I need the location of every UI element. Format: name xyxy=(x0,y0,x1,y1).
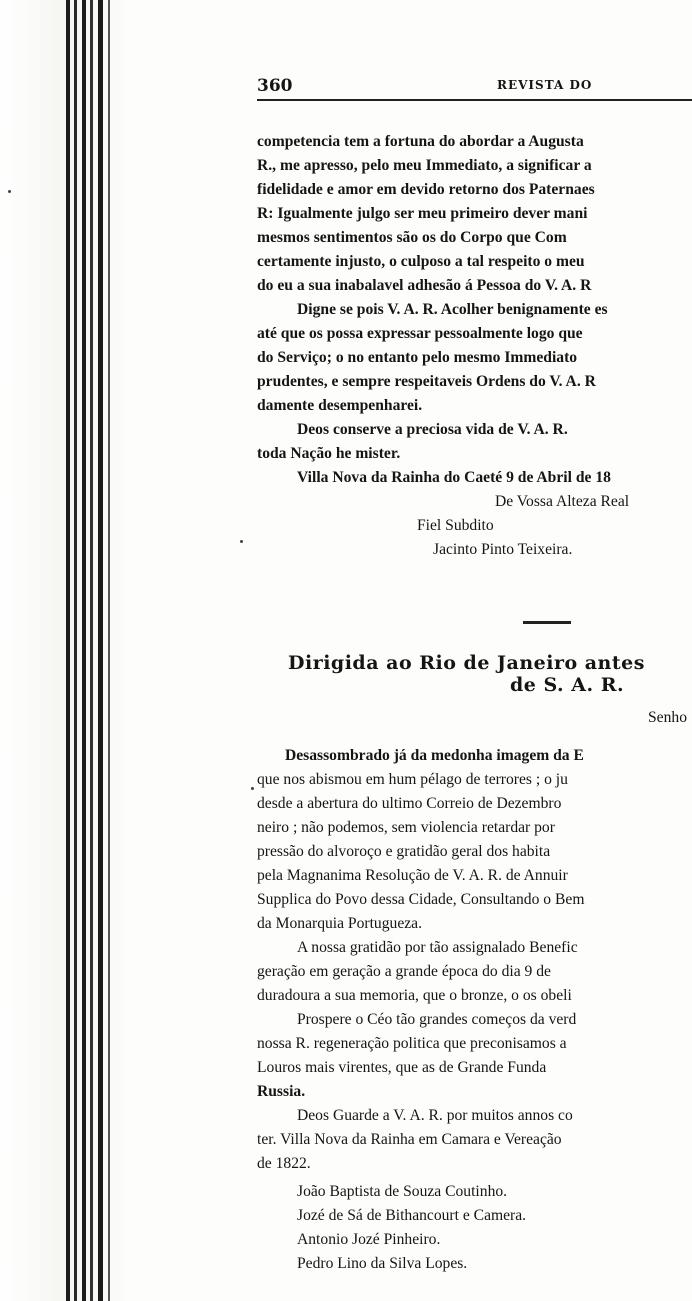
text-line: Prospere o Céo tão grandes começos da verd xyxy=(297,1011,577,1028)
signatory: João Baptista de Souza Coutinho. xyxy=(297,1183,508,1200)
text-line: R., me apresso, pelo meu Immediato, a significar a xyxy=(257,157,592,174)
text-line: neiro ; não podemos, sem violencia retardar por xyxy=(257,819,555,836)
text-line: até que os possa expressar pessoalmente logo que xyxy=(257,325,583,342)
text-line: pela Magnanima Resolução de V. A. R. de Annuir xyxy=(257,867,568,884)
section-title-line-2: de S. A. R. xyxy=(510,674,625,696)
ink-speck xyxy=(8,190,11,193)
text-line: ter. Villa Nova da Rainha em Camara e Vereação xyxy=(257,1131,562,1148)
text-line: Deos Guarde a V. A. R. por muitos annos co xyxy=(297,1107,573,1124)
text-line: Supplica do Povo dessa Cidade, Consultando o Bem xyxy=(257,891,585,908)
binding-shadow-line xyxy=(66,0,70,1301)
text-line: do eu a sua inabalavel adhesão á Pessoa do V. A. R xyxy=(257,277,592,294)
signatory: Pedro Lino da Silva Lopes. xyxy=(297,1255,468,1272)
text-line: que nos abismou em hum pélago de terrores ; o ju xyxy=(257,771,568,788)
text-line: da Monarquia Portugueza. xyxy=(257,915,422,932)
text-line: fidelidade e amor em devido retorno dos Paternaes xyxy=(257,181,595,198)
text-line: A nossa gratidão por tão assignalado Benefic xyxy=(297,939,578,956)
text-line: geração em geração a grande época do dia 9 de xyxy=(257,963,551,980)
binding-shadow-line xyxy=(108,0,110,1301)
text-line: Villa Nova da Rainha do Caeté 9 de Abril de 18 xyxy=(297,469,611,486)
binding-shadow-line xyxy=(90,0,93,1301)
running-title: REVISTA DO xyxy=(497,78,593,92)
binding-shadow-line xyxy=(98,0,103,1301)
text-line: mesmos sentimentos são os do Corpo que Com xyxy=(257,229,567,246)
section-divider xyxy=(523,621,571,624)
page-header xyxy=(257,76,692,100)
text-line: duradoura a sua memoria, que o bronze, o os obeli xyxy=(257,987,572,1004)
text-line: prudentes, e sempre respeitaveis Ordens do V. A. R xyxy=(257,373,596,390)
text-line: Russia. xyxy=(257,1083,306,1100)
ink-speck xyxy=(240,540,243,543)
binding-gutter xyxy=(0,0,125,1301)
section-title: Dirigida ao Rio de Janeiro antes xyxy=(288,652,645,674)
book-page xyxy=(245,0,692,1301)
closing-line: Fiel Subdito xyxy=(417,517,494,534)
text-line: certamente injusto, o culposo a tal respeito o meu xyxy=(257,253,585,270)
signature: Jacinto Pinto Teixeira. xyxy=(433,541,573,558)
text-line: pressão do alvoroço e gratidão geral dos habita xyxy=(257,843,551,860)
signatory: Jozé de Sá de Bithancourt e Camera. xyxy=(297,1207,527,1224)
text-line: damente desempenharei. xyxy=(257,397,423,414)
text-line: Deos conserve a preciosa vida de V. A. R. xyxy=(297,421,568,438)
text-line: Louros mais virentes, que as de Grande Funda xyxy=(257,1059,547,1076)
text-line: Digne se pois V. A. R. Acolher benignamente es xyxy=(297,301,608,318)
salutation: Senho xyxy=(648,709,687,726)
text-line: de 1822. xyxy=(257,1155,311,1172)
text-line: R: Igualmente julgo ser meu primeiro dever mani xyxy=(257,205,588,222)
text-line: nossa R. regeneração politica que preconisamos a xyxy=(257,1035,567,1052)
binding-shadow-line xyxy=(82,0,86,1301)
text-line: Desassombrado já da medonha imagem da E xyxy=(285,747,584,764)
text-line: do Serviço; o no entanto pelo mesmo Immediato xyxy=(257,349,578,366)
binding-shadow-line xyxy=(74,0,77,1301)
text-line: toda Nação he mister. xyxy=(257,445,401,462)
signatory: Antonio Jozé Pinheiro. xyxy=(297,1231,441,1248)
closing-line: De Vossa Alteza Real xyxy=(495,493,630,510)
text-line: desde a abertura do ultimo Correio de Dezembro xyxy=(257,795,562,812)
header-rule xyxy=(257,99,692,101)
text-line: competencia tem a fortuna do abordar a Augusta xyxy=(257,133,584,150)
page-number: 360 xyxy=(257,76,293,96)
